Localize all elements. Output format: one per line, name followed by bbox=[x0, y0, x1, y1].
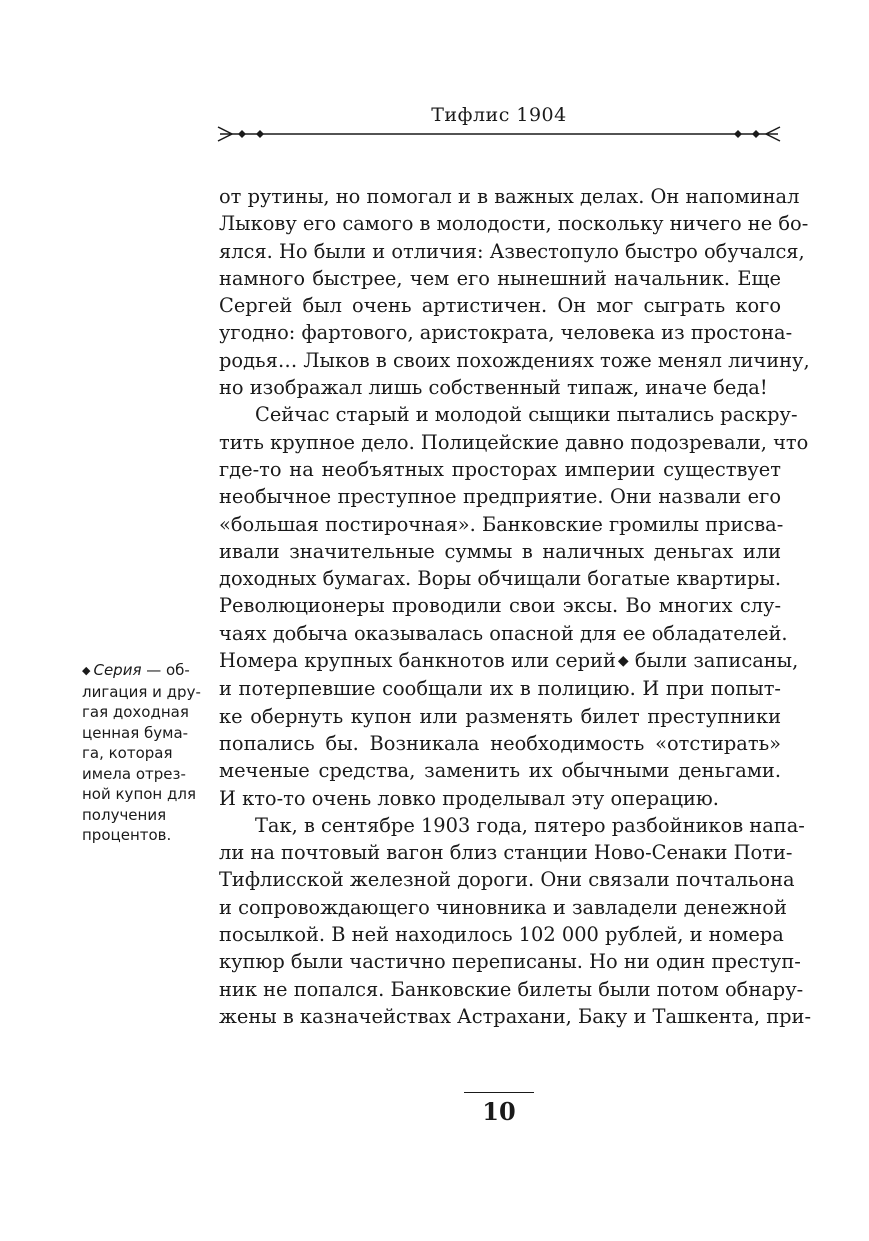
margin-note-line: ценная бума- bbox=[82, 723, 189, 742]
text-line-head: Номера крупных банкнотов или серий bbox=[219, 649, 616, 673]
text-line: от рутины, но помогал и в важных делах. Он напоминал bbox=[219, 185, 800, 208]
text-line: Революционеры проводили свои эксы. Во многих слу- bbox=[219, 594, 781, 618]
text-line: ник не попался. Банковские билеты были потом обнару- bbox=[219, 977, 804, 1001]
text-line: И кто-то очень ловко проделывал эту операцию. bbox=[219, 786, 719, 810]
text-line: но изображал лишь собственный типаж, иначе беда! bbox=[219, 376, 768, 400]
text-line: чаях добыча оказывалась опасной для ее обладателей. bbox=[219, 621, 788, 645]
text-line: где-то на необъятных просторах империи существует bbox=[219, 457, 781, 481]
running-title: Тифлис 1904 bbox=[431, 104, 567, 126]
margin-note-line: получения bbox=[82, 805, 167, 824]
text-line: Сергей был очень артистичен. Он мог сыграть кого bbox=[219, 294, 781, 318]
text-line: купюр были частично переписаны. Но ни один преступ- bbox=[219, 950, 801, 974]
text-line: жены в казначействах Астрахани, Баку и Ташкента, при- bbox=[219, 1004, 812, 1028]
text-line: ли на почтовый вагон близ станции Ново-Сенаки Поти- bbox=[219, 841, 793, 865]
text-line: Лыкову его самого в молодости, поскольку ничего не бо- bbox=[219, 212, 809, 236]
text-line: родья… Лыков в своих похождениях тоже менял личину, bbox=[219, 348, 810, 372]
text-line: «большая постирочная». Банковские громилы присва- bbox=[219, 512, 784, 536]
page-number-rule bbox=[464, 1092, 534, 1093]
margin-note-line: процентов. bbox=[82, 826, 172, 844]
margin-note-line: гая доходная bbox=[82, 703, 189, 721]
margin-note-line: га, которая bbox=[82, 744, 173, 762]
text-line-with-note bbox=[219, 647, 799, 675]
text-line: доходных бумагах. Воры обчищали богатые квартиры. bbox=[219, 567, 781, 591]
footnote-diamond-icon: ◆ bbox=[82, 664, 91, 677]
text-line: угодно: фартового, аристократа, человека из простона- bbox=[219, 321, 793, 345]
text-line: и сопровождающего чиновника и завладели денежной bbox=[219, 895, 787, 919]
text-line: ялся. Но были и отличия: Азвестопуло быстро обучался, bbox=[219, 239, 805, 263]
page-number: 10 bbox=[482, 1097, 516, 1126]
text-line: Тифлисской железной дороги. Они связали почтальона bbox=[219, 868, 795, 892]
text-line-tail: были записаны, bbox=[628, 649, 799, 673]
margin-note-line bbox=[82, 660, 200, 682]
text-line: Так, в сентябре 1903 года, пятеро разбойников напа- bbox=[255, 813, 805, 837]
text-line: необычное преступное предприятие. Они назвали его bbox=[219, 485, 781, 509]
body-text bbox=[219, 183, 812, 1030]
text-line: тить крупное дело. Полицейские давно подозревали, что bbox=[219, 430, 809, 454]
margin-note-line: ной купон для bbox=[82, 785, 196, 803]
text-line: и потерпевшие сообщали их в полицию. И при попыт- bbox=[219, 677, 781, 701]
margin-note-term: Серия bbox=[93, 661, 142, 679]
margin-note-line: лигация и дру- bbox=[82, 682, 201, 701]
text-line: ивали значительные суммы в наличных деньгах или bbox=[219, 539, 781, 563]
text-line: меченые средства, заменить их обычными деньгами. bbox=[219, 759, 781, 783]
margin-footnote bbox=[82, 660, 200, 846]
footnote-marker-icon: ◆ bbox=[617, 653, 629, 670]
text-line: посылкой. В ней находилось 102 000 рублей, и номера bbox=[219, 923, 784, 947]
margin-note-line: имела отрез- bbox=[82, 764, 186, 783]
text-line: намного быстрее, чем его нынешний начальник. Еще bbox=[219, 266, 781, 290]
margin-note-text: — об- bbox=[141, 661, 190, 679]
text-line: Сейчас старый и молодой сыщики пытались раскру- bbox=[255, 403, 798, 427]
header-ornament-rule bbox=[216, 124, 782, 144]
text-line: ке обернуть купон или разменять билет преступники bbox=[219, 704, 781, 728]
text-line: попались бы. Возникала необходимость «отстирать» bbox=[219, 731, 781, 755]
